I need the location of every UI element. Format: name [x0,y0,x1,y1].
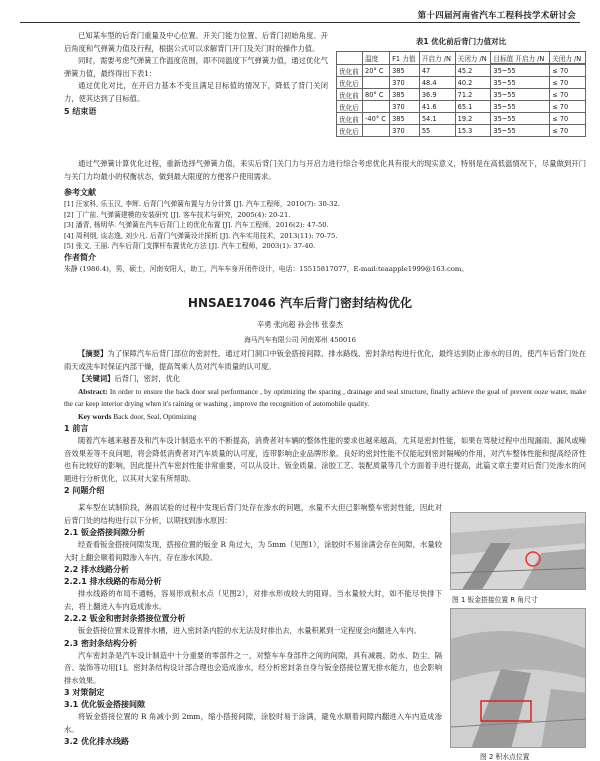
abstract-en: In order to ensure the back door seal performance , by optimizing the spacing , drainage and seal structure, finally achieve the goal of prevent ooze water, make the car keep interior drying when it's raining or washing , improve the recognition of automobile quality. [64,386,587,408]
reference-item: [1] 汪家科, 乐玉汉, 李辉. 后背门气弹簧布置与力分计算 [J]. 汽车工程师，2010(7): 30-32. [64,200,340,208]
paper-title: HNSAE17046 汽车后背门密封结构优化 [187,296,413,310]
table-cell [363,77,390,89]
table-1-title: 表1 优化前后背门力值对比 [415,37,507,46]
reference-item: [5] 张文, 王丽. 汽车后背门支撑杆布置优化方法 [J]. 汽车工程师，2003(1): 37-40. [64,242,316,250]
header-rule [20,22,580,23]
table-cell: 45.2 [455,65,491,77]
table-cell: 优化前 [337,89,363,101]
abstract-en-label: Abstract: [78,386,108,396]
table-header-cell: 温度 [363,52,390,65]
table-header-cell: F1 力值 [390,52,420,65]
table-cell: 优化后 [337,101,363,113]
table-cell: 48.4 [419,77,455,89]
table-cell: 35~55 [491,89,550,101]
abstract-cn-label: 【摘要】 [78,349,108,358]
prev-paragraph-2: 同时，需要考虑气弹簧工作温度范围，即不同温度下气弹簧力值，通过优化气弹簧力值，最终得出下表1： [64,56,328,78]
table-cell: ≤ 70 [550,113,586,125]
figure-1-caption: 图 1 钣金搭接位置 R 角尺寸 [452,596,538,604]
table-cell: 15.3 [455,125,491,137]
body-left-column [64,502,442,748]
table-cell: ≤ 70 [550,65,586,77]
section-1-body: 随着汽车越来越普及和汽车设计制造水平的不断提高，消费者对车辆的整体性能的要求也越来越高，尤其是密封性能，如果在驾驶过程中出现漏雨、漏风或噪音效果差等不良问题，将会降低消费者对汽车质量的认可度，连带影响企业品牌形象。良好的密封性能不仅能起到密封隔噪的作用，对汽车整体性能和提高经济性也有比较好的影响，因此提升汽车密封性能非常重要，可以从设计、钣金质量、涂胶工艺、装配质量等几个方面着手进行提高，此篇文章主要对后背门处渗水的问题进行分析优化，以其对大家有所帮助。 [64,436,586,483]
section-2-1-body: 经查看钣金搭接间隙发现，搭接位置的钣金 R 角过大，为 5mm（见图1），涂胶时不易涂满会存在间隙，水量较大时上翻会顺着间隙渗入车内，存在渗水风险。 [64,540,442,562]
abstract-cn: 为了保障汽车后背门部位的密封性，通过对门洞口中钣金搭接间隙、排水路线、密封条结构进行优化，最终达到防止渗水的目的，使汽车后背门处在雨天或洗车时保证内部干燥，提高驾乘人员对汽车质量的认可度。 [64,349,586,371]
water-pooling-photo [451,609,586,748]
section-2-2-1-body: 排水线路的布局不通畅，容易形成积水点（见图2），对排水形成较大的阻碍。当水量较大时，如不能尽快排下去，将上翻进入车内造成渗水。 [64,589,442,611]
table-cell [363,125,390,137]
author-info-title: 作者简介 [64,252,96,262]
references-list [64,199,586,252]
figure-2-image [450,608,586,748]
section-2-1-title: 2.1 钣金搭接间隙分析 [64,528,145,537]
table-cell: 优化前 [337,65,363,77]
section-3-1-body: 将钣金搭接位置的 R 角减小到 2mm，缩小搭接间隙，涂胶时易于涂满，避免水顺着间隙内翻进入车内造成渗水。 [64,712,442,734]
table-cell [363,101,390,113]
table-cell: 385 [390,65,420,77]
section-2-3-body: 汽车密封条是汽车设计制造中十分重要的零部件之一，对整车车身部件之间的间隙，具有减震、防水、防尘、隔音、装饰等功用[1]。密封条结构设计部合理也会造成渗水，经分析密封条自身与钣金搭接位置无排水能力，也会影响排水效果。 [64,650,442,685]
section-2-body: 某车型在试制阶段，淋雨试验的过程中发现后背门处存在渗水的问题，水量不大但已影响整车密封性能，因此对后背门处的结构进行以下分析，以期找到渗水原因： [64,503,442,525]
table-cell: 370 [390,77,420,89]
table-row [337,65,586,77]
table-cell: 370 [390,125,420,137]
section-2-3-title: 2.3 密封条结构分析 [64,638,137,648]
table-header-cell: 关闭力 /N [455,52,491,65]
reference-item: [4] 周利纲, 谈志逸, 刘少凡. 后背门气弹簧设计探析 [J]. 汽车实用技术，2013(11): 70-75. [64,231,338,240]
table-cell: 35~55 [491,113,550,125]
table-cell: -40° C [363,113,390,125]
section-2-2-title: 2.2 排水线路分析 [64,565,129,574]
section-3-2-title: 3.2 优化排水线路 [64,737,129,746]
table-row [337,101,586,113]
table-cell: 385 [390,113,420,125]
paper-affiliation: 海马汽车有限公司 河南郑州 450016 [244,336,356,344]
prev-article-left-column [64,30,328,118]
paper-authors: 辛勇 张向超 孙会伟 张泰杰 [257,320,343,329]
table-cell: ≤ 70 [550,101,586,113]
keywords-cn: 后背门，密封，优化 [114,374,181,383]
table-header-cell: 目标值 开启力 /N [491,52,550,64]
table-cell: ≤ 70 [550,125,586,137]
abstract-en-paragraph [64,386,586,411]
section-2-title: 2 问题介绍 [64,486,105,495]
section-3-1-title: 3.1 优化钣金搭接间隙 [64,700,145,709]
table-cell: 47 [419,65,455,77]
table-cell: 80° C [363,89,390,101]
reference-item: [2] 丁广前. 气弹簧建模的安装研究 [J]. 客车技术与研究，2005(4): 20-21. [64,210,291,219]
section-2-2-1-title: 2.2.1 排水线路的布局分析 [64,577,162,586]
section-2-2-2-title: 2.2.2 钣金和密封条搭接位置分析 [64,614,186,623]
table-cell: 54.1 [419,113,455,125]
table-cell: 19.2 [455,113,491,125]
running-header [0,0,600,26]
table-1-grid [336,51,586,137]
table-cell: ≤ 70 [550,77,586,89]
table-cell: 35~55 [491,65,550,77]
prev-paragraph-3: 通过优化对比，在开启力基本不变且满足目标值的情况下，降低了背门关闭力，使其达到了目标值。 [64,81,328,103]
keywords-en: Back door, Seal, Optimizing [113,411,197,421]
prev-article-conclusion [64,158,586,274]
section-3-title: 3 对策制定 [64,688,105,697]
figure-2-caption: 图 2 积水点位置 [480,753,530,761]
section-1-title: 1 前言 [64,424,89,433]
keywords-cn-paragraph [64,373,586,386]
prev-paragraph-1: 已知某车型的后背门重量及中心位置、开关门能力位置、后背门初始角度、开启角度和气弹簧力值及行程，根据公式可以求解背门开门及关门时的操作力值。 [64,31,328,53]
section-5-title: 5 结束语 [64,107,97,116]
table-row [337,77,586,89]
table-1 [336,36,586,137]
table-cell: 40.2 [455,77,491,89]
table-cell: 41.6 [419,101,455,113]
table-cell: 20° C [363,65,390,77]
table-cell: 71.2 [455,89,491,101]
table-cell: 35~55 [491,101,550,113]
journal-header-title: 第十四届河南省汽车工程科技学术研讨会 [417,11,576,21]
sheet-metal-joint-photo [451,513,586,590]
table-cell: 55 [419,125,455,137]
table-cell: 优化后 [337,125,363,137]
table-header-cell: 关闭力 /N [550,52,586,64]
table-row [337,125,586,137]
table-header-cell: 开启力 /N [419,52,455,65]
figure-1-image [450,512,586,590]
table-cell: 370 [390,101,420,113]
keywords-cn-label: 【关键词】 [78,374,115,383]
table-cell: 35~55 [491,77,550,89]
table-cell: 优化前 [337,113,363,125]
reference-item: [3] 潘青, 杨明华. 气弹簧在汽车后背门上的优化布置 [J]. 汽车工程师，2016(2): 47-50. [64,221,329,229]
references-title: 参考文献 [64,188,96,197]
author-info: 朱静 (1986.4)，男，硕士，河南安阳人，助工，汽车车身开闭件设计，电话：15515817077，E-mail:teaapple1999@163.com。 [64,264,469,273]
table-cell: 优化后 [337,77,363,89]
table-header-cell [337,52,363,65]
table-cell: 35~55 [491,125,550,137]
table-cell: ≤ 70 [550,89,586,101]
keywords-en-paragraph [64,411,586,424]
table-cell: 36.9 [419,89,455,101]
section-5-body: 通过气弹簧计算优化过程，重新选择气弹簧力值，来实后背门关门力与开启力进行综合考虑优化具有很大的现实意义，特别是在高低温情况下，尽量做到开门与关门力均最小的权衡状态，做到最大限度的方便客户使用需求。 [64,159,586,181]
keywords-en-label: Key words [78,411,112,421]
abstract-cn-paragraph [64,348,586,373]
section-2-2-2-body: 钣金搭接位置未设置排水槽，进入密封条内腔的水无法及时排出去，水量积累到一定程度会向翻进入车内。 [78,626,421,635]
table-cell: 65.1 [455,101,491,113]
table-row [337,89,586,101]
table-cell: 385 [390,89,420,101]
table-header-row [337,52,586,64]
abstract-block [64,348,586,497]
table-row [337,113,586,125]
